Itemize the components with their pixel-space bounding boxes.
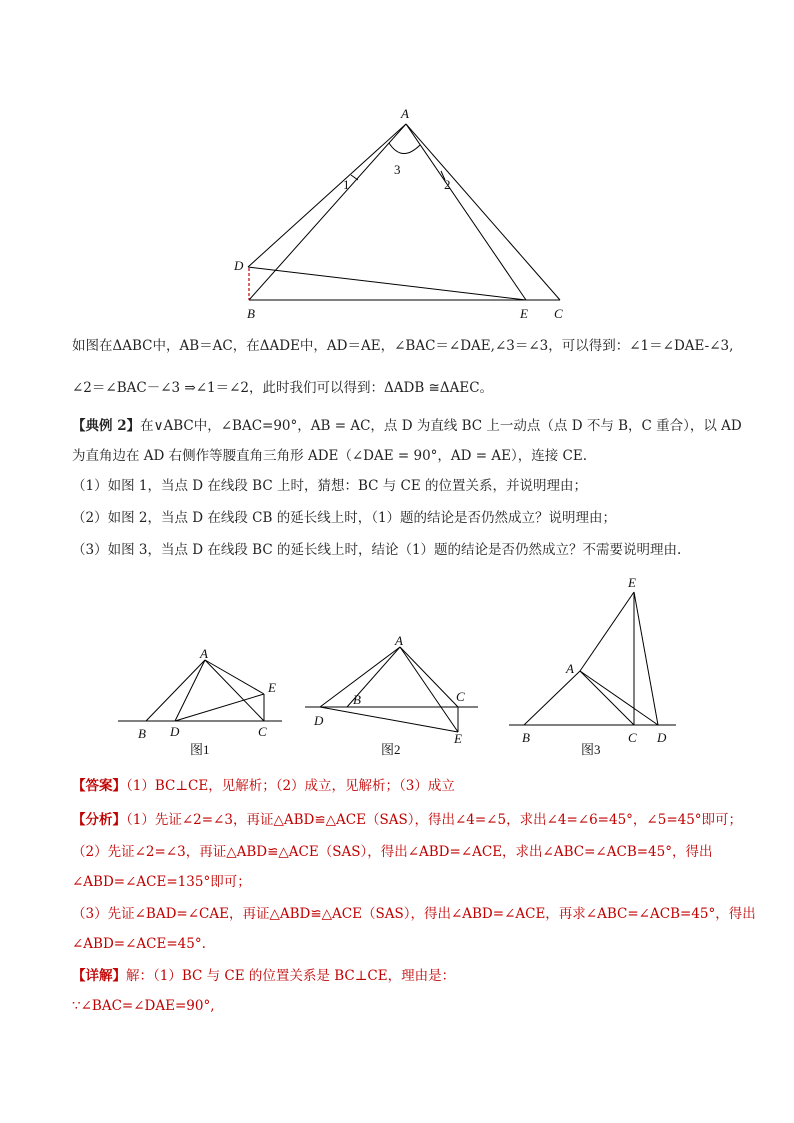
figure-3 <box>509 592 676 725</box>
fig1-label-B: B <box>138 726 146 741</box>
example2-line1 <box>72 416 742 436</box>
detail-line2: ∵∠BAC=∠DAE=90°, <box>72 998 215 1014</box>
fig3-label-E: E <box>628 575 636 590</box>
seg-AD <box>248 124 406 267</box>
label-D: D <box>234 258 244 273</box>
angle-label-2: 2 <box>444 177 451 192</box>
label-B: B <box>247 306 255 321</box>
fig1-label-D: D <box>170 724 180 739</box>
angle-label-1: 1 <box>343 177 350 192</box>
example2-line2: 为直角边在 AD 右侧作等腰直角三角形 ADE（∠DAE = 90°，AD = AE），连接 CE. <box>72 448 588 464</box>
fig3-caption: 图3 <box>581 742 601 757</box>
label-C: C <box>554 306 563 321</box>
figure-top <box>0 0 794 330</box>
seg-DE <box>248 267 526 300</box>
tick-1 <box>351 175 358 180</box>
fig1-label-E: E <box>268 680 276 695</box>
fig1-caption: 图1 <box>190 742 210 757</box>
figures-row <box>0 570 794 770</box>
seg-AE <box>406 124 526 300</box>
analysis-line4: （3）先证∠BAD=∠CAE，再证△ABD≌△ACE（SAS），得出∠ABD=∠ACE，再求∠ABC=∠ACB=45°，得出 <box>72 906 756 922</box>
fig2-caption: 图2 <box>381 742 401 757</box>
seg-AC <box>406 124 560 300</box>
answer-tag: 【答案】 <box>72 778 126 794</box>
fig3-label-B: B <box>522 730 530 745</box>
question-3: （3）如图 3，当点 D 在线段 BC 的延长线上时，结论（1）题的结论是否仍然成立？不需要说明理由. <box>72 542 682 558</box>
fig2-label-A: A <box>395 633 403 648</box>
answer-line <box>72 776 732 796</box>
analysis-line3: ∠ABD=∠ACE=135°即可； <box>72 874 251 890</box>
question-1: （1）如图 1，当点 D 在线段 BC 上时，猜想：BC 与 CE 的位置关系，并说明理由； <box>72 478 588 494</box>
question-2: （2）如图 2，当点 D 在线段 CB 的延长线上时，（1）题的结论是否仍然成立？说明理由； <box>72 510 617 526</box>
detail-line1-text: 解：（1）BC 与 CE 的位置关系是 BC⊥CE，理由是： <box>126 968 456 984</box>
figure-1 <box>118 660 282 721</box>
detail-tag: 【详解】 <box>72 968 126 984</box>
fig3-label-A: A <box>566 661 574 676</box>
fig2-label-E: E <box>454 731 462 746</box>
para1-line2: ∠2＝∠BAC－∠3 ⇒∠1＝∠2，此时我们可以得到：ΔADB ≅ΔAEC。 <box>72 380 494 396</box>
fig3-label-D: D <box>657 730 667 745</box>
para1-line1: 如图在ΔABC中，AB＝AC，在ΔADE中，AD＝AE，∠BAC＝∠DAE,∠3＝∠3，可以得到：∠1＝∠DAE-∠3, <box>72 338 734 354</box>
analysis-line5: ∠ABD=∠ACE=45°. <box>72 936 206 952</box>
analysis-line1-text: （1）先证∠2=∠3，再证△ABD≌△ACE（SAS），得出∠4=∠5，求出∠4=∠6=45°，∠5=45°即可； <box>126 812 743 828</box>
fig1-label-A: A <box>200 646 208 661</box>
example2-tag: 【典例 2】 <box>72 418 141 434</box>
angle-arc-3 <box>389 143 420 154</box>
analysis-line2: （2）先证∠2=∠3，再证△ABD≌△ACE（SAS），得出∠ABD=∠ACE，求出∠ABC=∠ACB=45°，得出 <box>72 844 713 860</box>
label-A: A <box>401 106 409 121</box>
fig2-label-C: C <box>456 689 465 704</box>
answer-text: （1）BC⊥CE，见解析；（2）成立，见解析；（3）成立 <box>126 778 455 794</box>
analysis-tag: 【分析】 <box>72 812 126 828</box>
label-E: E <box>520 306 528 321</box>
fig2-label-B: B <box>353 692 361 707</box>
analysis-line1 <box>72 810 743 830</box>
detail-line1 <box>72 966 732 986</box>
angle-label-3: 3 <box>394 162 401 177</box>
seg-AB <box>249 124 406 300</box>
figure-2 <box>305 647 478 732</box>
fig3-label-C: C <box>628 730 637 745</box>
example2-line1-text: 在∨ABC中，∠BAC=90°，AB = AC，点 D 为直线 BC 上一动点（点 D 不与 B，C 重合），以 AD <box>140 418 742 434</box>
fig1-label-C: C <box>258 724 267 739</box>
fig2-label-D: D <box>314 713 324 728</box>
